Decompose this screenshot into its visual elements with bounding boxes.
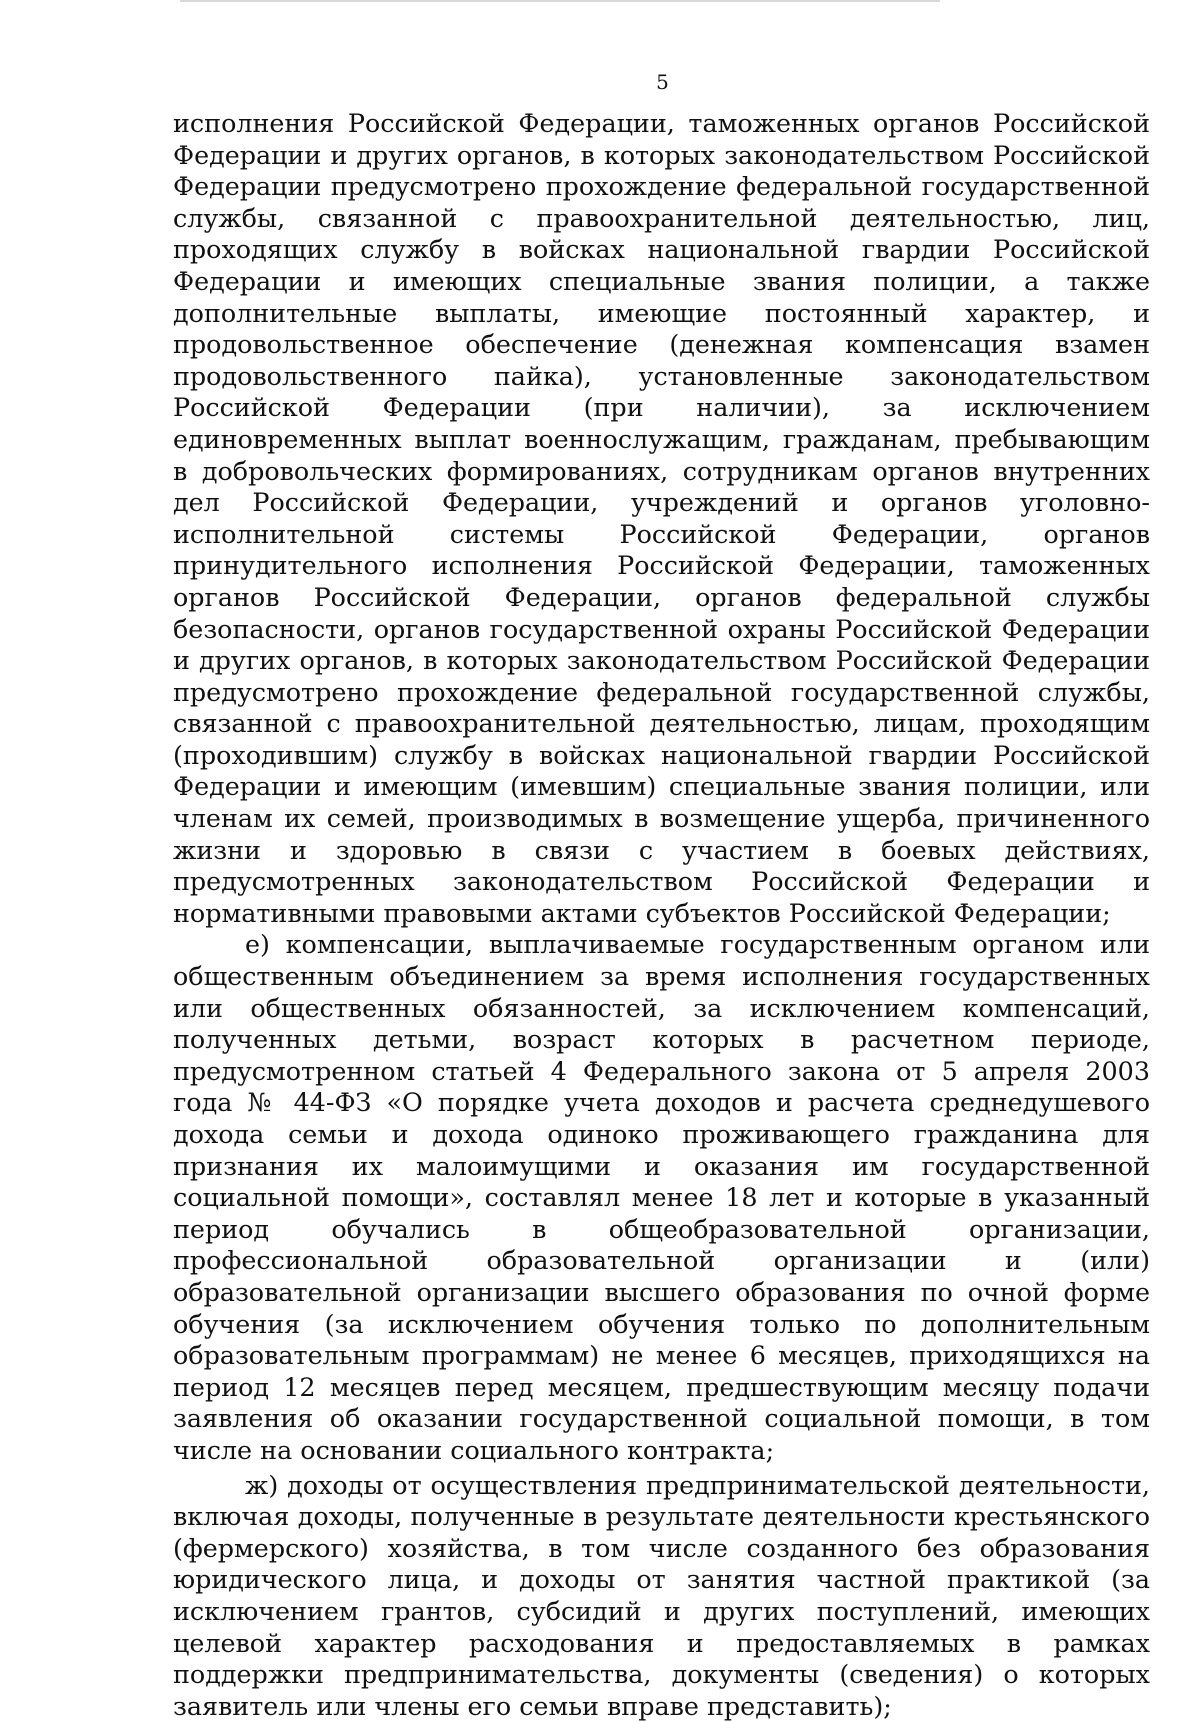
paragraph-item-e: е) компенсации, выплачиваемые государственным органом или общественным объединением за время исполнения государственных или общественных обязанностей, за исключением компенсаций, полученных детьми, возраст которых в расчетном периоде, предусмотренном статьей 4 Федерального закона от 5 апреля 2003 года № 44-ФЗ «О порядке учета доходов и расчета среднедушевого дохода семьи и дохода одиноко проживающего гражданина для признания их малоимущими и оказания им государственной социальной помощи», составлял менее 18 лет и которые в указанный период обучались в общеобразовательной организации, профессиональной образовательной организации и (или) образовательной организации высшего образования по очной форме обучения (за исключением обучения только по дополнительным образовательным программам) не менее 6 месяцев, приходящихся на период 12 месяцев перед месяцем, предшествующим месяцу подачи заявления об оказании государственной социальной помощи, в том числе на основании социального контракта; — [173, 929, 1150, 1465]
page-number: 5 — [656, 70, 669, 94]
scan-top-edge — [180, 0, 940, 2]
paragraph-item-zh: ж) доходы от осуществления предпринимательской деятельности, включая доходы, полученные в результате деятельности крестьянского (фермерского) хозяйства, в том числе созданного без образования юридического лица, и доходы от занятия частной практикой (за исключением грантов, субсидий и других поступлений, имеющих целевой характер расходования и предоставляемых в рамках поддержки предпринимательства, документы (сведения) о которых заявитель или члены его семьи вправе представить); — [173, 1469, 1150, 1721]
paragraph-continuation: исполнения Российской Федерации, таможенных органов Российской Федерации и других органов, в которых законодательством Российской Федерации предусмотрено прохождение федеральной государственной службы, связанной с правоохранительной деятельностью, лиц, проходящих службу в войсках национальной гвардии Российской Федерации и имеющих специальные звания полиции, а также дополнительные выплаты, имеющие постоянный характер, и продовольственное обеспечение (денежная компенсация взамен продовольственного пайка), установленные законодательством Российской Федерации (при наличии), за исключением единовременных выплат военнослужащим, гражданам, пребывающим в добровольческих формированиях, сотрудникам органов внутренних дел Российской Федерации, учреждений и органов уголовно-исполнительной системы Российской Федерации, органов принудительного исполнения Российской Федерации, таможенных органов Российской Федерации, органов федеральной службы безопасности, органов государственной охраны Российской Федерации и других органов, в которых законодательством Российской Федерации предусмотрено прохождение федеральной государственной службы, связанной с правоохранительной деятельностью, лицам, проходящим (проходившим) службу в войсках национальной гвардии Российской Федерации и имеющим (имевшим) специальные звания полиции, или членам их семей, производимых в возмещение ущерба, причиненного жизни и здоровью в связи с участием в боевых действиях, предусмотренных законодательством Российской Федерации и нормативными правовыми актами субъектов Российской Федерации; — [173, 108, 1150, 928]
document-body — [173, 108, 1150, 1722]
